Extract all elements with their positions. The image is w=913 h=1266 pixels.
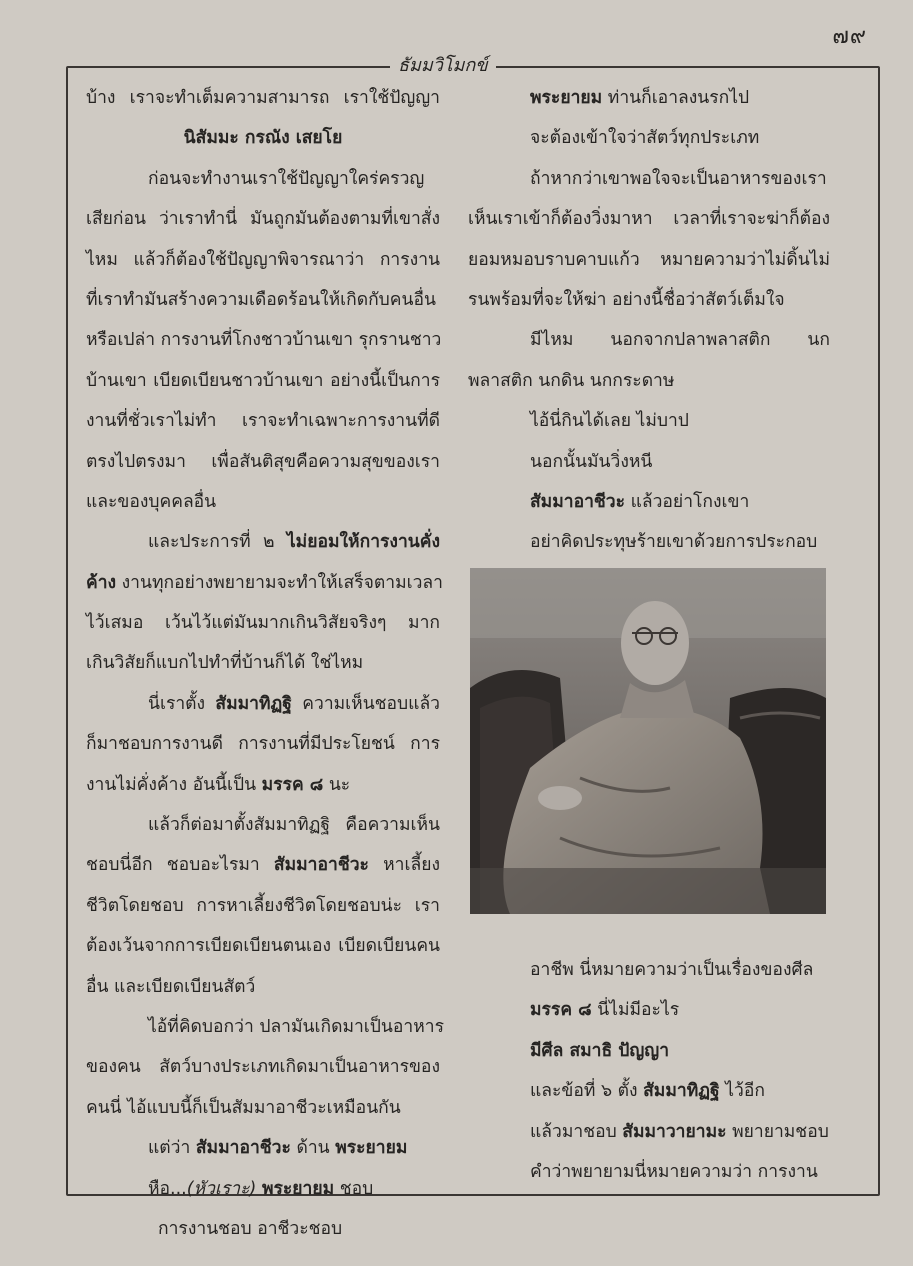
left-column-line (86, 320, 440, 360)
right-column-top-line (468, 78, 830, 118)
page-number: ๗๙ (832, 24, 867, 49)
text-segment: เสียก่อน ว่าเราทำนี่ มันถูกมันต้องตามที่เขาสั่ง (86, 209, 440, 230)
text-segment: แล้วอย่าโกงเขา (625, 491, 750, 512)
right-column-top-line (468, 159, 830, 199)
text-segment: ชีวิตโดยชอบ การหาเลี้ยงชีวิตโดยชอบน่ะ เรา (86, 895, 440, 916)
text-segment: สัมมาวายามะ (622, 1121, 727, 1142)
right-column-top-line (468, 118, 830, 158)
left-column-line (86, 886, 440, 926)
text-segment: ชอบ (334, 1178, 374, 1199)
text-segment: พยายามชอบ (726, 1121, 829, 1142)
text-segment: นิสัมมะ กรณัง เสยโย (183, 128, 343, 149)
right-column-top-line (468, 482, 830, 522)
left-column-line (86, 563, 443, 603)
right-column-top-line (468, 320, 830, 360)
left-column-line (86, 805, 440, 845)
left-column-line (86, 1169, 440, 1209)
right-column-bottom-line (468, 1152, 830, 1192)
text-segment: (หัวเราะ) (186, 1178, 257, 1199)
left-column-line (86, 361, 440, 401)
text-segment: มรรค ๘ (261, 774, 324, 795)
text-segment: ไม่ยอมให้การงานคั่ง (286, 532, 440, 553)
text-segment: งานไม่คั่งค้าง อันนี้เป็น (86, 774, 262, 795)
text-segment: สัมมาทิฏฐิ (643, 1081, 720, 1102)
left-column-line (86, 442, 440, 482)
left-column-line (86, 482, 440, 522)
text-segment: แต่ว่า (148, 1138, 196, 1159)
text-segment: แล้วก็ต่อมาตั้งสัมมาทิฏฐิ คือความเห็น (148, 815, 440, 836)
text-segment: สัมมาทิฏฐิ (215, 693, 292, 714)
left-column-line (86, 280, 440, 320)
text-segment: จะต้องเข้าใจว่าสัตว์ทุกประเภท (530, 128, 760, 149)
right-column-bottom-line (468, 950, 830, 990)
left-column-line (86, 684, 440, 724)
text-segment: ต้องเว้นจากการเบียดเบียนตนเอง เบียดเบียนคน (86, 936, 440, 957)
text-segment: คำว่าพยายามนี่หมายความว่า การงาน (530, 1161, 818, 1182)
text-segment: งานที่ชั่วเราไม่ทำ เราจะทำเฉพาะการงานที่ดี (86, 411, 440, 432)
text-segment: รนพร้อมที่จะให้ฆ่า อย่างนี้ชื่อว่าสัตว์เต็มใจ (468, 289, 785, 310)
right-column-bottom-line (468, 1071, 830, 1111)
text-segment: เกินวิสัยก็แบกไปทำที่บ้านก็ได้ ใช่ไหม (86, 653, 364, 674)
right-column-top-line (468, 522, 830, 562)
text-segment: สัมมาอาชีวะ (195, 1138, 291, 1159)
left-column-line (86, 1007, 444, 1047)
right-column-top-line (468, 240, 830, 280)
text-segment: ยอมหมอบราบคาบแก้ว หมายความว่าไม่ดิ้นไม่ (468, 249, 830, 270)
text-segment: ไอ้ที่คิดบอกว่า ปลามันเกิดมาเป็นอาหาร (148, 1016, 444, 1037)
text-segment: ก่อนจะทำงานเราใช้ปัญญาใคร่ครวญ (148, 168, 425, 189)
text-segment: พระยายม (261, 1178, 335, 1199)
text-segment: และของบุคคลอื่น (86, 491, 217, 512)
text-segment: บ้าง เราจะทำเต็มความสามารถ เราใช้ปัญญา (86, 88, 440, 108)
text-segment: สัมมาอาชีวะ (530, 491, 626, 512)
text-segment: งานทุกอย่างพยายามจะทำให้เสร็จตามเวลา (116, 572, 443, 593)
left-column-line (86, 845, 440, 885)
text-segment: แล้วมาชอบ (530, 1121, 623, 1142)
left-column-line (86, 159, 440, 199)
left-column-line (86, 1209, 440, 1249)
text-segment: อย่าคิดประทุษร้ายเขาด้วยการประกอบ (530, 532, 818, 553)
text-segment: ท่านก็เอาลงนรกไป (602, 88, 750, 108)
text-segment: และประการที่ ๒ (148, 532, 287, 553)
right-column-top-line (468, 280, 830, 320)
right-column-bottom-line (468, 990, 830, 1030)
text-segment: ที่เราทำมันสร้างความเดือดร้อนให้เกิดกับคนอื่น (86, 289, 436, 310)
text-segment: ความเห็นชอบแล้ว (291, 693, 440, 714)
text-segment: มีศีล สมาธิ ปัญญา (530, 1040, 670, 1061)
text-segment: ชอบนี่อีก ชอบอะไรมา (86, 855, 274, 876)
text-segment: อาชีพ นี่หมายความว่าเป็นเรื่องของศีล (530, 960, 814, 980)
left-column-line (86, 765, 440, 805)
right-column-top (468, 78, 830, 563)
text-segment: พลาสติก นกดิน นกกระดาษ (468, 370, 675, 391)
text-segment: นี่ไม่มีอะไร (591, 1000, 680, 1021)
left-column (86, 78, 444, 1249)
left-column-line (86, 199, 440, 239)
left-column-line (86, 603, 440, 643)
text-segment: ไอ้นี่กินได้เลย ไม่บาป (530, 411, 689, 432)
text-segment: ไว้อีก (719, 1081, 765, 1102)
left-column-line (86, 118, 440, 158)
right-column-top-line (468, 442, 830, 482)
running-head: ธัมมวิโมกข์ (390, 50, 496, 79)
text-segment: หือ... (148, 1178, 187, 1199)
text-segment: มีไหม นอกจากปลาพลาสติก นก (530, 330, 830, 351)
left-column-line (86, 1128, 440, 1168)
text-segment: และข้อที่ ๖ ตั้ง (530, 1081, 644, 1102)
left-column-line (86, 967, 440, 1007)
text-segment: ไว้เสมอ เว้นไว้แต่มันมากเกินวิสัยจริงๆ มาก (86, 613, 440, 634)
left-column-line (86, 522, 440, 562)
text-segment: หาเลี้ยง (368, 855, 440, 876)
left-column-line (86, 926, 440, 966)
right-column-bottom-line (468, 1112, 830, 1152)
text-segment: ของคน สัตว์บางประเภทเกิดมาเป็นอาหารของ (86, 1057, 440, 1078)
text-segment: นอกนั้นมันวิ่งหนี (530, 451, 653, 472)
left-column-line (86, 240, 440, 280)
text-segment: ถ้าหากว่าเขาพอใจจะเป็นอาหารของเรา (530, 168, 827, 189)
text-segment: เห็นเราเข้าก็ต้องวิ่งมาหา เวลาที่เราจะฆ่าก็ต้อง (468, 209, 830, 230)
right-column-top-line (468, 361, 830, 401)
left-column-line (86, 724, 440, 764)
text-segment: ตรงไปตรงมา เพื่อสันติสุขคือความสุขของเรา (86, 451, 440, 472)
text-segment: การงานชอบ อาชีวะชอบ (158, 1218, 343, 1239)
text-segment: คนนี่ ไอ้แบบนี้ก็เป็นสัมมาอาชีวะเหมือนกัน (86, 1097, 401, 1118)
right-column-bottom (468, 950, 830, 1192)
text-segment: นี่เราตั้ง (148, 693, 216, 714)
left-column-line (86, 643, 440, 683)
left-column-line (86, 1088, 440, 1128)
text-segment: พระยายม (335, 1138, 408, 1159)
text-segment: หรือเปล่า การงานที่โกงชาวบ้านเขา รุกรานชาว (86, 330, 442, 351)
monk-photo (470, 568, 826, 914)
text-segment: มรรค ๘ (530, 1000, 592, 1021)
text-segment: สัมมาอาชีวะ (273, 855, 369, 876)
left-column-line (86, 1047, 440, 1087)
right-column-bottom-line (468, 1031, 830, 1071)
text-segment: พระยายม (530, 88, 603, 108)
right-column-top-line (468, 199, 830, 239)
text-segment: ค้าง (86, 572, 117, 593)
text-segment: ด้าน (290, 1138, 336, 1159)
left-column-line (86, 401, 440, 441)
text-segment: อื่น และเบียดเบียนสัตว์ (86, 976, 256, 997)
text-segment: นะ (323, 774, 351, 795)
text-segment: ไหม แล้วก็ต้องใช้ปัญญาพิจารณาว่า การงาน (86, 249, 440, 270)
right-column-top-line (468, 401, 830, 441)
text-segment: ก็มาชอบการงานดี การงานที่มีประโยชน์ การ (86, 734, 440, 755)
left-column-line (86, 78, 440, 118)
text-segment: บ้านเขา เบียดเบียนชาวบ้านเขา อย่างนี้เป็นการ (86, 370, 440, 391)
